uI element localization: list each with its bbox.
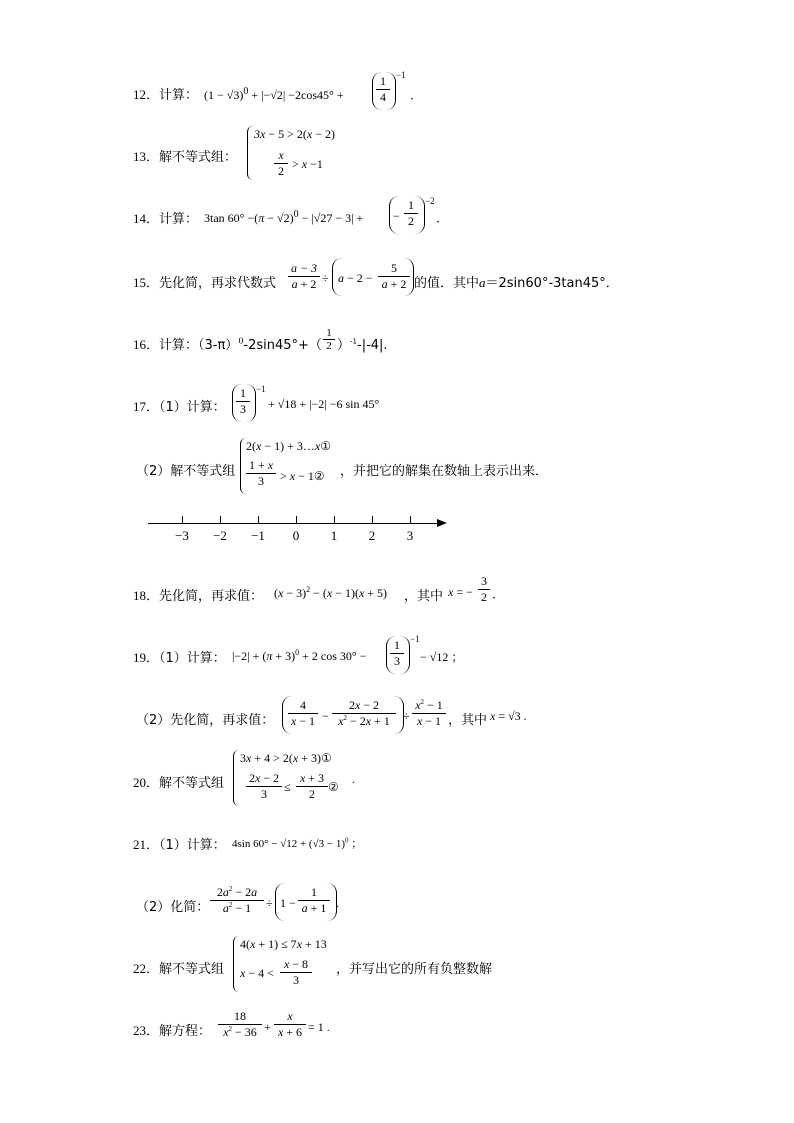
- axis-label: 3: [406, 528, 414, 543]
- problem-17-1: 17．（1）计算：: [133, 399, 226, 415]
- expr-12: $(1 - √3)^0 + |-√2| -2\cos 45^\circ$ +: [204, 86, 344, 102]
- axis-label: 2: [368, 528, 376, 543]
- problem-21-1: 21．（1）计算：: [133, 837, 226, 853]
- brace: [247, 126, 254, 180]
- problem-21-2: （2）化简：: [136, 900, 210, 915]
- problem-12: 12．计算：: [133, 87, 199, 103]
- number-line-arrow: [437, 519, 447, 527]
- problem-13: 13．解不等式组：: [133, 149, 238, 165]
- frac: $\frac{1}{4}$: [376, 74, 390, 105]
- number-line: [148, 523, 440, 524]
- expr-14: 3tan $60^\circ -(\pi - √2)^0 - |√27 - 3|$ +: [204, 209, 364, 225]
- problem-20: 20．解不等式组: [133, 775, 225, 791]
- axis-label: 1: [330, 528, 338, 543]
- problem-23: 23．解方程：: [133, 1023, 212, 1039]
- problem-19-2: （2）先化简，再求值：: [136, 713, 275, 728]
- axis-label: −1: [251, 528, 265, 543]
- problem-16: 16．计算：$(3-\pi)^0-2\sin 45^\circ+$（: [133, 336, 322, 353]
- problem-19-1: 19．（1）计算：: [133, 650, 226, 666]
- problem-15: 15．先化简，再求代数式: [133, 275, 277, 291]
- axis-label: −3: [175, 528, 189, 543]
- axis-label: −2: [213, 528, 227, 543]
- problem-14: 14．计算：: [133, 211, 199, 227]
- problem-18: 18．先化简，再求值：: [133, 588, 264, 604]
- problem-17-2: （2）解不等式组: [136, 464, 236, 479]
- problem-22: 22．解不等式组: [133, 961, 225, 977]
- axis-label: 0: [292, 528, 300, 543]
